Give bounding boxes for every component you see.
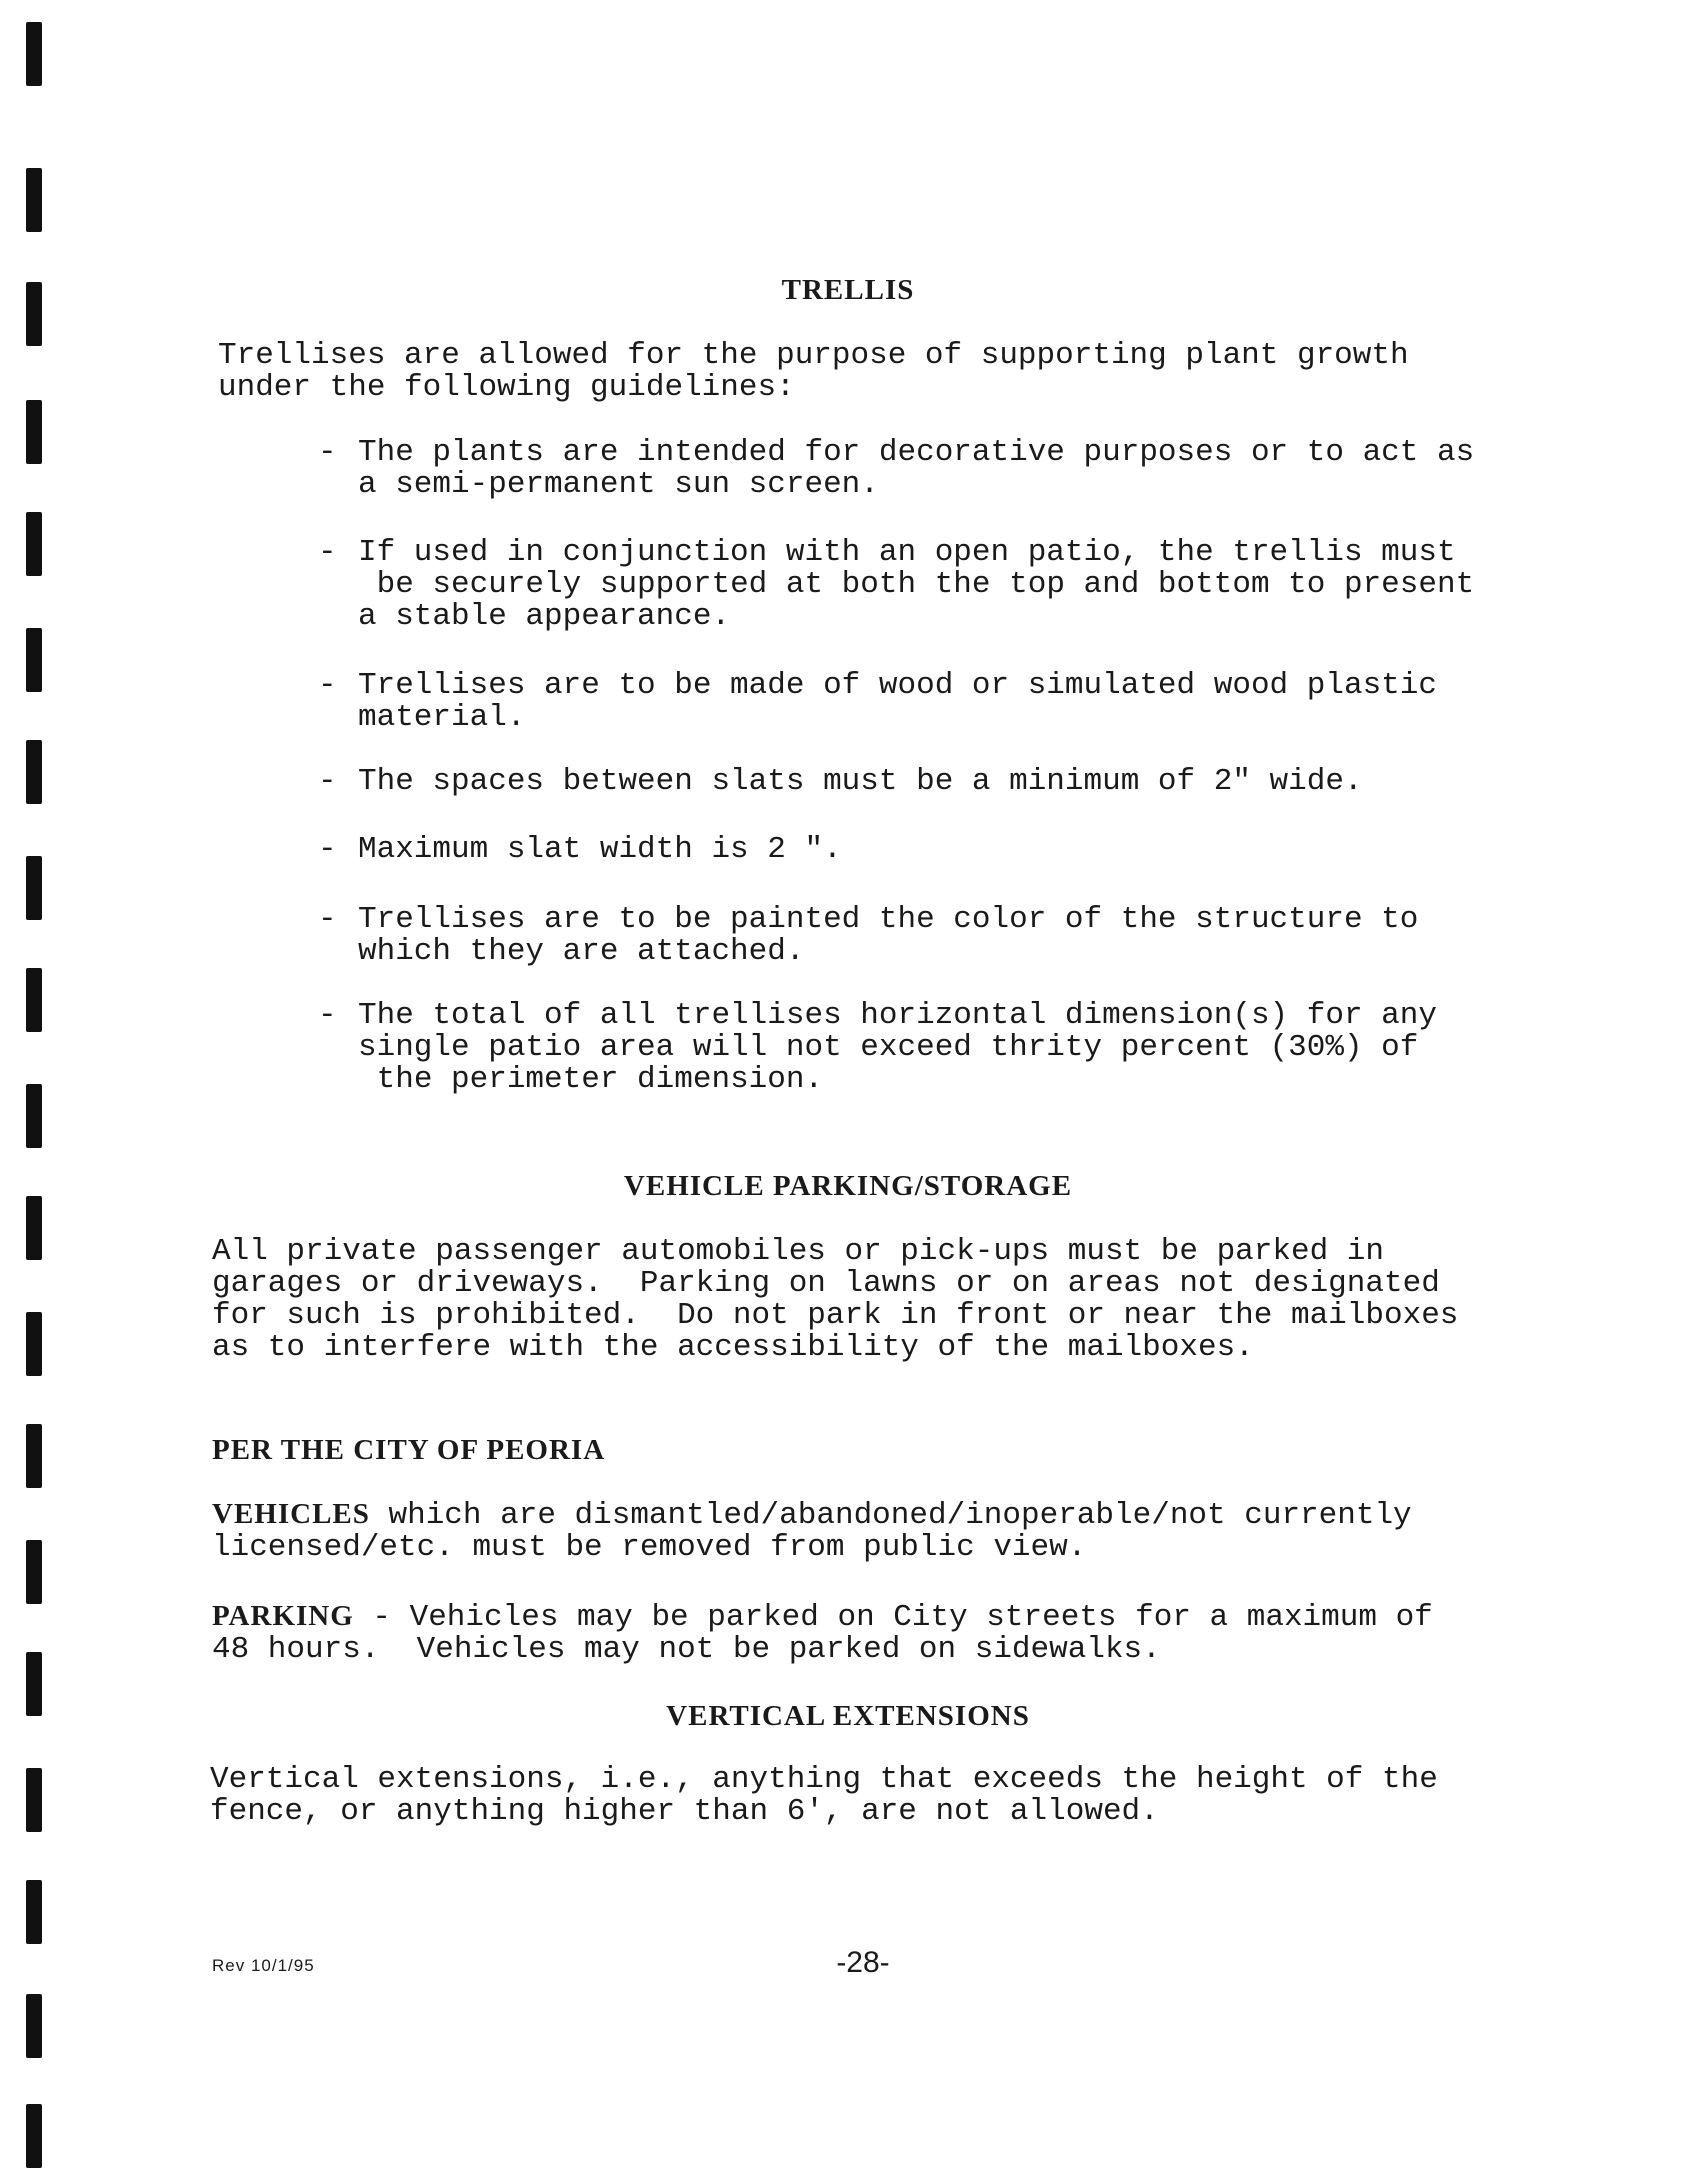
list-item: [318, 904, 1548, 968]
parking-lead: PARKING: [212, 1600, 354, 1632]
list-item: [318, 1000, 1548, 1096]
guideline-text: The plants are intended for decorative purposes or to act as a semi-permanent sun screen.: [358, 435, 1475, 502]
list-item: [318, 670, 1548, 734]
binder-mark: [26, 1312, 42, 1376]
vehicle-parking-body: All private passenger automobiles or pick-ups must be parked in garages or driveways. Parking on lawns or on areas not designated for such is prohibited. Do not park in front or near the mailboxes as to interfere with the accessibility of the mailboxes.: [212, 1234, 1459, 1365]
guideline-text: Maximum slat width is 2 ".: [358, 832, 842, 867]
guideline-text: The spaces between slats must be a minimum of 2" wide.: [358, 764, 1363, 799]
binder-hole-marks: [26, 0, 46, 2176]
vehicles-lead: VEHICLES: [212, 1498, 370, 1530]
bullet-dash: -: [318, 535, 337, 570]
trellis-heading: TRELLIS: [781, 274, 915, 306]
page-number: -28-: [836, 1946, 890, 1979]
list-item: [318, 537, 1548, 633]
parking-paragraph: [212, 1600, 1433, 1666]
guideline-text: If used in conjunction with an open patio, the trellis must be securely supported at both the top and bottom to present a stable appearance.: [358, 535, 1475, 634]
binder-mark: [26, 1196, 42, 1260]
list-item: [318, 834, 1548, 866]
binder-mark: [26, 1994, 42, 2058]
binder-mark: [26, 1084, 42, 1148]
binder-mark: [26, 1540, 42, 1604]
binder-mark: [26, 1768, 42, 1832]
binder-mark: [26, 968, 42, 1032]
bullet-dash: -: [318, 668, 337, 703]
binder-mark: [26, 2104, 42, 2168]
binder-mark: [26, 628, 42, 692]
bullet-dash: -: [318, 764, 337, 799]
bullet-dash: -: [318, 832, 337, 867]
binder-mark: [26, 168, 42, 232]
parking-text: - Vehicles may be parked on City streets for a maximum of 48 hours. Vehicles may not be parked on sidewalks.: [212, 1600, 1433, 1667]
vehicles-text: which are dismantled/abandoned/inoperable/not currently licensed/etc. must be removed from public view.: [212, 1498, 1412, 1565]
bullet-dash: -: [318, 998, 337, 1033]
guideline-text: Trellises are to be made of wood or simulated wood plastic material.: [358, 668, 1437, 735]
binder-mark: [26, 1880, 42, 1944]
vehicles-paragraph: [212, 1498, 1412, 1564]
binder-mark: [26, 22, 42, 86]
guideline-text: The total of all trellises horizontal dimension(s) for any single patio area will not exceed thrity percent (30%) of the perimeter dimension.: [358, 998, 1437, 1097]
guideline-text: Trellises are to be painted the color of the structure to which they are attached.: [358, 902, 1419, 969]
revision-date: Rev 10/1/95: [212, 1956, 315, 1975]
binder-mark: [26, 1424, 42, 1488]
vertical-extensions-heading: VERTICAL EXTENSIONS: [666, 1700, 1030, 1732]
binder-mark: [26, 856, 42, 920]
bullet-dash: -: [318, 902, 337, 937]
list-item: [318, 437, 1548, 501]
bullet-dash: -: [318, 435, 337, 470]
list-item: [318, 766, 1548, 798]
binder-mark: [26, 512, 42, 576]
binder-mark: [26, 400, 42, 464]
vertical-extensions-body: Vertical extensions, i.e., anything that exceeds the height of the fence, or anything higher than 6', are not allowed.: [210, 1762, 1438, 1829]
city-of-peoria-heading: PER THE CITY OF PEORIA: [212, 1434, 606, 1466]
vehicle-parking-heading: VEHICLE PARKING/STORAGE: [623, 1170, 1073, 1202]
binder-mark: [26, 740, 42, 804]
trellis-intro: Trellises are allowed for the purpose of supporting plant growth under the following guidelines:: [218, 338, 1409, 405]
